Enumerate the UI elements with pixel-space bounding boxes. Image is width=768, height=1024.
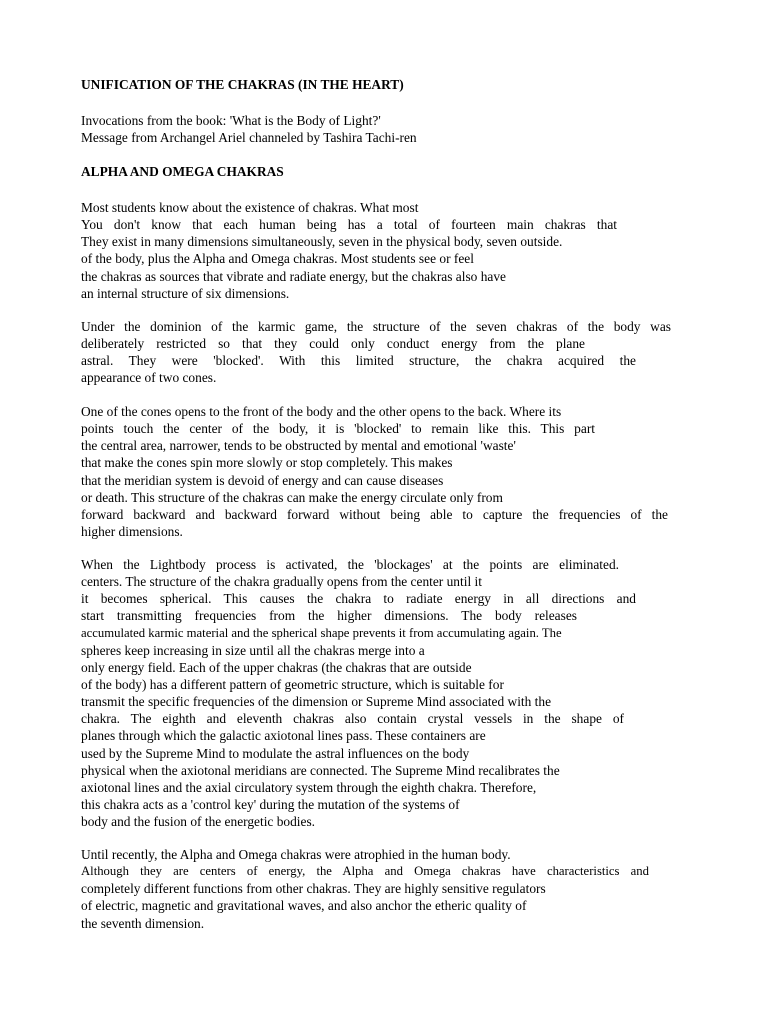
paragraph-line: or death. This structure of the chakras can make the energy circulate only from bbox=[81, 489, 503, 505]
paragraph-line: When the Lightbody process is activated, the 'blockages' at the points are eliminated. bbox=[81, 557, 619, 572]
paragraph-line: Under the dominion of the karmic game, the structure of the seven chakras of the body was bbox=[81, 319, 671, 334]
paragraph-line: that make the cones spin more slowly or stop completely. This makes bbox=[81, 455, 453, 471]
paragraph-line: accumulated karmic material and the spherical shape prevents it from accumulating again. The bbox=[81, 625, 562, 640]
paragraph-line: of electric, magnetic and gravitational waves, and also anchor the etheric quality of bbox=[81, 898, 527, 914]
paragraph-1 bbox=[81, 199, 671, 302]
paragraph-line: Most students know about the existence of chakras. What most bbox=[81, 200, 419, 215]
paragraph-line: an internal structure of six dimensions. bbox=[81, 285, 290, 301]
paragraph-line: They exist in many dimensions simultaneously, seven in the physical body, seven outside. bbox=[81, 234, 563, 250]
paragraph-line: the chakras as sources that vibrate and radiate energy, but the chakras also have bbox=[81, 268, 506, 284]
paragraph-line: of the body, plus the Alpha and Omega chakras. Most students see or feel bbox=[81, 251, 474, 267]
paragraph-line: transmit the specific frequencies of the dimension or Supreme Mind associated with the bbox=[81, 694, 552, 710]
paragraph-line: the seventh dimension. bbox=[81, 915, 205, 931]
paragraph-line: spheres keep increasing in size until all the chakras merge into a bbox=[81, 642, 425, 658]
paragraph-line: chakra. The eighth and eleventh chakras also contain crystal vessels in the shape of bbox=[81, 711, 624, 727]
paragraph-line: that the meridian system is devoid of energy and can cause diseases bbox=[81, 472, 444, 488]
paragraph-line: astral. They were 'blocked'. With this limited structure, the chakra acquired the bbox=[81, 353, 636, 369]
paragraph-line: points touch the center of the body, it is 'blocked' to remain like this. This part bbox=[81, 421, 595, 437]
paragraph-line: Until recently, the Alpha and Omega chakras were atrophied in the human body. bbox=[81, 847, 511, 862]
paragraph-line: physical when the axiotonal meridians are connected. The Supreme Mind recalibrates the bbox=[81, 762, 560, 778]
source-line: Message from Archangel Ariel channeled by Tashira Tachi-ren bbox=[81, 130, 417, 146]
paragraph-line: of the body) has a different pattern of geometric structure, which is suitable for bbox=[81, 676, 504, 692]
paragraph-line: body and the fusion of the energetic bodies. bbox=[81, 814, 316, 830]
section-heading: ALPHA AND OMEGA CHAKRAS bbox=[81, 164, 284, 179]
source-block bbox=[81, 112, 671, 146]
paragraph-line: only energy field. Each of the upper chakras (the chakras that are outside bbox=[81, 659, 472, 675]
paragraph-line: axiotonal lines and the axial circulatory system through the eighth chakra. Therefore, bbox=[81, 779, 537, 795]
paragraph-line: this chakra acts as a 'control key' during the mutation of the systems of bbox=[81, 796, 460, 812]
paragraph-line: start transmitting frequencies from the higher dimensions. The body releases bbox=[81, 608, 577, 624]
paragraph-2 bbox=[81, 318, 671, 387]
paragraph-line: deliberately restricted so that they could only conduct energy from the plane bbox=[81, 336, 585, 352]
paragraph-3 bbox=[81, 403, 671, 540]
paragraph-4 bbox=[81, 556, 671, 830]
source-line: Invocations from the book: 'What is the Body of Light?' bbox=[81, 113, 381, 128]
paragraph-line: used by the Supreme Mind to modulate the astral influences on the body bbox=[81, 745, 470, 761]
paragraph-line: planes through which the galactic axiotonal lines pass. These containers are bbox=[81, 728, 486, 744]
paragraph-line: One of the cones opens to the front of the body and the other opens to the back. Where its bbox=[81, 404, 562, 419]
paragraph-line: completely different functions from other chakras. They are highly sensitive regulators bbox=[81, 881, 546, 897]
paragraph-line: You don't know that each human being has a total of fourteen main chakras that bbox=[81, 217, 617, 233]
document-title: UNIFICATION OF THE CHAKRAS (IN THE HEART) bbox=[81, 77, 404, 92]
paragraph-line: Although they are centers of energy, the Alpha and Omega chakras have characteristics and bbox=[81, 864, 649, 879]
paragraph-line: forward backward and backward forward without being able to capture the frequencies of the bbox=[81, 506, 668, 522]
paragraph-line: appearance of two cones. bbox=[81, 370, 217, 386]
paragraph-5 bbox=[81, 846, 671, 932]
paragraph-line: it becomes spherical. This causes the chakra to radiate energy in all directions and bbox=[81, 591, 636, 607]
paragraph-line: centers. The structure of the chakra gradually opens from the center until it bbox=[81, 574, 482, 590]
paragraph-line: the central area, narrower, tends to be obstructed by mental and emotional 'waste' bbox=[81, 438, 516, 454]
paragraph-line: higher dimensions. bbox=[81, 523, 183, 539]
